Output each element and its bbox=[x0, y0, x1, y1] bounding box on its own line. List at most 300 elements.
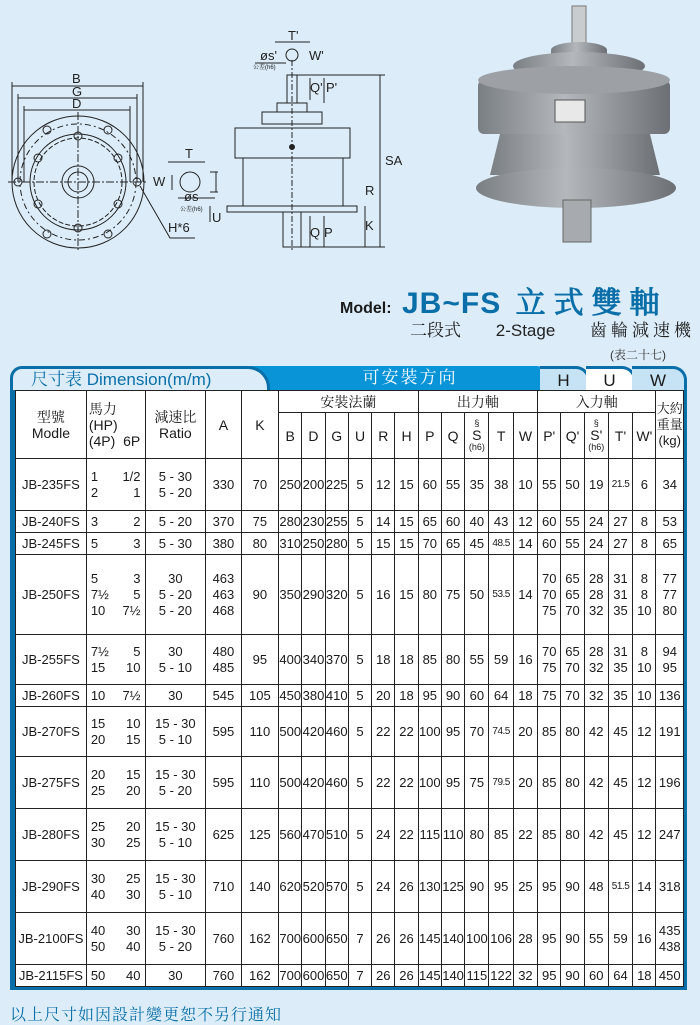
header-T-prime: T' bbox=[608, 413, 632, 459]
cell-B: 450 bbox=[279, 685, 302, 707]
cell-K: 162 bbox=[241, 965, 278, 987]
cell-G: 650 bbox=[325, 965, 348, 987]
cell-Q: 125 bbox=[441, 861, 464, 913]
subtitle-stage-en: 2-Stage bbox=[495, 321, 556, 340]
cell-W: 14 bbox=[513, 533, 537, 555]
cell-kg: 77 77 80 bbox=[656, 555, 684, 635]
cell-Q: 55 bbox=[441, 459, 464, 511]
table-row bbox=[16, 555, 684, 635]
dimension-table bbox=[15, 390, 684, 987]
cell-K: 110 bbox=[241, 707, 278, 757]
cell-S: 55 bbox=[465, 635, 489, 685]
table-row bbox=[16, 757, 684, 809]
cell-Wp: 8 10 bbox=[633, 635, 656, 685]
svg-text:SA: SA bbox=[385, 153, 403, 168]
cell-T: 64 bbox=[489, 685, 513, 707]
cell-Qp: 50 bbox=[561, 459, 584, 511]
cell-U: 5 bbox=[348, 757, 371, 809]
cell-Qp: 55 bbox=[561, 533, 584, 555]
cell-Sp: 24 bbox=[584, 511, 608, 533]
cell-B: 700 bbox=[279, 913, 302, 965]
svg-text:Q': Q' bbox=[310, 80, 323, 95]
cell-Tp: 59 bbox=[608, 913, 632, 965]
cell-R: 14 bbox=[372, 511, 395, 533]
cell-H: 22 bbox=[395, 809, 418, 861]
cell-T: 95 bbox=[489, 861, 513, 913]
cell-A: 760 bbox=[206, 965, 241, 987]
cell-Q: 75 bbox=[441, 555, 464, 635]
cell-S: 75 bbox=[465, 757, 489, 809]
cell-Tp: 21.5 bbox=[608, 459, 632, 511]
svg-text:H*6: H*6 bbox=[168, 220, 190, 235]
cell-B: 280 bbox=[279, 511, 302, 533]
cell-kg: 65 bbox=[656, 533, 684, 555]
tab-direction-h: H bbox=[540, 366, 590, 390]
cell-G: 460 bbox=[325, 757, 348, 809]
cell-P: 100 bbox=[418, 707, 441, 757]
cell-Qp: 65 70 bbox=[561, 635, 584, 685]
cell-kg: 450 bbox=[656, 965, 684, 987]
cell-R: 15 bbox=[372, 533, 395, 555]
cell-Wp: 16 bbox=[633, 913, 656, 965]
cell-B: 310 bbox=[279, 533, 302, 555]
cell-Q: 140 bbox=[441, 913, 464, 965]
tab-dimension: 尺寸表 Dimension(m/m) bbox=[10, 366, 270, 390]
cell-H: 18 bbox=[395, 685, 418, 707]
cell-B: 250 bbox=[279, 459, 302, 511]
cell-Q: 65 bbox=[441, 533, 464, 555]
cell-A: 760 bbox=[206, 913, 241, 965]
svg-text:W': W' bbox=[309, 48, 324, 63]
cell-A: 545 bbox=[206, 685, 241, 707]
cell-Wp: 6 bbox=[633, 459, 656, 511]
cell-W: 25 bbox=[513, 861, 537, 913]
cell-hp: 7½ 5 15 10 bbox=[86, 635, 145, 685]
cell-S: 115 bbox=[465, 965, 489, 987]
cell-D: 470 bbox=[302, 809, 325, 861]
cell-G: 255 bbox=[325, 511, 348, 533]
table-row bbox=[16, 635, 684, 685]
header-B: B bbox=[279, 413, 302, 459]
model-name-cn: 立式雙軸 bbox=[515, 287, 668, 320]
subtitle bbox=[410, 316, 695, 341]
cell-D: 420 bbox=[302, 707, 325, 757]
cell-Q: 110 bbox=[441, 809, 464, 861]
cell-kg: 435 438 bbox=[656, 913, 684, 965]
cell-Sp: 60 bbox=[584, 965, 608, 987]
cell-S: 60 bbox=[465, 685, 489, 707]
dimension-table-container bbox=[10, 390, 687, 990]
cell-T: 79.5 bbox=[489, 757, 513, 809]
cell-B: 500 bbox=[279, 757, 302, 809]
cell-A: 480 485 bbox=[206, 635, 241, 685]
cell-Sp: 24 bbox=[584, 533, 608, 555]
cell-hp: 1 1/2 2 1 bbox=[86, 459, 145, 511]
tab-direction-w: W bbox=[632, 366, 687, 390]
cell-D: 250 bbox=[302, 533, 325, 555]
cell-K: 125 bbox=[241, 809, 278, 861]
cell-B: 700 bbox=[279, 965, 302, 987]
cell-R: 18 bbox=[372, 635, 395, 685]
cell-Pp: 70 75 bbox=[538, 635, 561, 685]
svg-text:P: P bbox=[324, 225, 333, 240]
cell-Q: 80 bbox=[441, 635, 464, 685]
cell-Pp: 70 70 75 bbox=[538, 555, 561, 635]
cell-ratio: 15 - 30 5 - 10 bbox=[145, 707, 206, 757]
cell-Sp: 42 bbox=[584, 757, 608, 809]
table-row bbox=[16, 809, 684, 861]
cell-hp: 40 30 50 40 bbox=[86, 913, 145, 965]
cell-Pp: 95 bbox=[538, 965, 561, 987]
cell-W: 10 bbox=[513, 459, 537, 511]
cell-T: 53.5 bbox=[489, 555, 513, 635]
cell-B: 400 bbox=[279, 635, 302, 685]
cell-D: 520 bbox=[302, 861, 325, 913]
cell-Pp: 55 bbox=[538, 459, 561, 511]
header-H: H bbox=[395, 413, 418, 459]
cell-ratio: 15 - 30 5 - 10 bbox=[145, 809, 206, 861]
table-reference: (表二十七) bbox=[610, 348, 666, 362]
table-row bbox=[16, 861, 684, 913]
cell-ratio: 15 - 30 5 - 10 bbox=[145, 861, 206, 913]
cell-A: 625 bbox=[206, 809, 241, 861]
header-input-shaft: 入力軸 bbox=[538, 391, 656, 413]
cell-Tp: 51.5 bbox=[608, 861, 632, 913]
cell-Wp: 8 bbox=[633, 511, 656, 533]
table-row bbox=[16, 965, 684, 987]
cell-S: 100 bbox=[465, 913, 489, 965]
header-ratio: 減速比 Ratio bbox=[145, 391, 206, 459]
cell-G: 370 bbox=[325, 635, 348, 685]
cell-Q: 95 bbox=[441, 707, 464, 757]
cell-Qp: 80 bbox=[561, 757, 584, 809]
cell-A: 595 bbox=[206, 757, 241, 809]
header-W-prime: W' bbox=[633, 413, 656, 459]
cell-model: JB-2115FS bbox=[16, 965, 87, 987]
dim-label-G: G bbox=[72, 84, 83, 99]
cell-Sp: 32 bbox=[584, 685, 608, 707]
cell-H: 22 bbox=[395, 757, 418, 809]
cell-U: 5 bbox=[348, 459, 371, 511]
header-hp: 馬力(HP) (4P) 6P bbox=[86, 391, 145, 459]
cell-G: 280 bbox=[325, 533, 348, 555]
cell-P: 145 bbox=[418, 913, 441, 965]
cell-W: 20 bbox=[513, 757, 537, 809]
cell-hp: 25 20 30 25 bbox=[86, 809, 145, 861]
cell-Tp: 45 bbox=[608, 757, 632, 809]
cell-Sp: 42 bbox=[584, 707, 608, 757]
cell-A: 330 bbox=[206, 459, 241, 511]
header-model: 型號 Modle bbox=[16, 391, 87, 459]
cell-Tp: 45 bbox=[608, 809, 632, 861]
header-W: W bbox=[513, 413, 537, 459]
cell-ratio: 30 5 - 10 bbox=[145, 635, 206, 685]
cell-kg: 191 bbox=[656, 707, 684, 757]
cell-Wp: 10 bbox=[633, 685, 656, 707]
cell-Wp: 14 bbox=[633, 861, 656, 913]
svg-text:公差(h6): 公差(h6) bbox=[180, 207, 203, 213]
cell-S: 90 bbox=[465, 861, 489, 913]
cell-T: 74.5 bbox=[489, 707, 513, 757]
header-output-shaft: 出力軸 bbox=[418, 391, 537, 413]
cell-model: JB-235FS bbox=[16, 459, 87, 511]
cell-Wp: 18 bbox=[633, 965, 656, 987]
cell-Q: 90 bbox=[441, 685, 464, 707]
header-flange: 安裝法蘭 bbox=[279, 391, 419, 413]
cell-ratio: 30 5 - 20 5 - 20 bbox=[145, 555, 206, 635]
cell-T: 48.5 bbox=[489, 533, 513, 555]
cell-Qp: 90 bbox=[561, 861, 584, 913]
footer-note: 以上尺寸如因設計變更恕不另行通知 bbox=[10, 1007, 283, 1024]
cell-W: 32 bbox=[513, 965, 537, 987]
cell-Qp: 80 bbox=[561, 809, 584, 861]
cell-D: 380 bbox=[302, 685, 325, 707]
cell-W: 28 bbox=[513, 913, 537, 965]
cell-P: 130 bbox=[418, 861, 441, 913]
svg-text:R: R bbox=[365, 183, 375, 198]
cell-A: 370 bbox=[206, 511, 241, 533]
cell-K: 80 bbox=[241, 533, 278, 555]
cell-model: JB-240FS bbox=[16, 511, 87, 533]
cell-Sp: 28 28 32 bbox=[584, 555, 608, 635]
cell-Sp: 55 bbox=[584, 913, 608, 965]
cell-kg: 318 bbox=[656, 861, 684, 913]
cell-B: 620 bbox=[279, 861, 302, 913]
cell-U: 5 bbox=[348, 533, 371, 555]
cell-D: 340 bbox=[302, 635, 325, 685]
cell-Tp: 31 35 bbox=[608, 635, 632, 685]
cell-P: 100 bbox=[418, 757, 441, 809]
header-S-prime: § S' (h6) bbox=[584, 413, 608, 459]
cell-G: 225 bbox=[325, 459, 348, 511]
cell-kg: 34 bbox=[656, 459, 684, 511]
cell-W: 16 bbox=[513, 635, 537, 685]
cell-Pp: 60 bbox=[538, 511, 561, 533]
cell-model: JB-270FS bbox=[16, 707, 87, 757]
cell-U: 5 bbox=[348, 511, 371, 533]
cell-model: JB-290FS bbox=[16, 861, 87, 913]
cell-Qp: 70 bbox=[561, 685, 584, 707]
table-row bbox=[16, 511, 684, 533]
table-body bbox=[16, 459, 684, 987]
cell-kg: 53 bbox=[656, 511, 684, 533]
cell-R: 20 bbox=[372, 685, 395, 707]
cell-K: 95 bbox=[241, 635, 278, 685]
cell-model: JB-250FS bbox=[16, 555, 87, 635]
header-T: T bbox=[489, 413, 513, 459]
cell-H: 26 bbox=[395, 861, 418, 913]
cell-ratio: 15 - 30 5 - 20 bbox=[145, 913, 206, 965]
cell-R: 24 bbox=[372, 861, 395, 913]
svg-text:øs: øs bbox=[184, 189, 199, 204]
cell-G: 570 bbox=[325, 861, 348, 913]
cell-G: 460 bbox=[325, 707, 348, 757]
dim-label-D: D bbox=[72, 96, 82, 111]
cell-K: 70 bbox=[241, 459, 278, 511]
cell-U: 7 bbox=[348, 965, 371, 987]
cell-kg: 196 bbox=[656, 757, 684, 809]
cell-Wp: 12 bbox=[633, 757, 656, 809]
cell-ratio: 30 bbox=[145, 685, 206, 707]
cell-Sp: 42 bbox=[584, 809, 608, 861]
svg-text:K: K bbox=[365, 218, 374, 233]
cell-Tp: 27 bbox=[608, 533, 632, 555]
cell-B: 500 bbox=[279, 707, 302, 757]
svg-text:P': P' bbox=[326, 80, 338, 95]
cell-G: 650 bbox=[325, 913, 348, 965]
cell-Pp: 85 bbox=[538, 707, 561, 757]
cell-kg: 136 bbox=[656, 685, 684, 707]
header-Q: Q bbox=[441, 413, 464, 459]
cell-H: 18 bbox=[395, 635, 418, 685]
cell-hp: 3 2 bbox=[86, 511, 145, 533]
cell-Q: 60 bbox=[441, 511, 464, 533]
cell-kg: 247 bbox=[656, 809, 684, 861]
tab-bar bbox=[10, 366, 687, 390]
model-name: JB~FS bbox=[402, 287, 502, 320]
cell-K: 105 bbox=[241, 685, 278, 707]
cell-A: 380 bbox=[206, 533, 241, 555]
cell-R: 12 bbox=[372, 459, 395, 511]
cell-Q: 95 bbox=[441, 757, 464, 809]
tab-direction-u: U bbox=[586, 366, 636, 390]
header-S: § S (h6) bbox=[465, 413, 489, 459]
cell-W: 18 bbox=[513, 685, 537, 707]
cell-K: 110 bbox=[241, 757, 278, 809]
cell-U: 7 bbox=[348, 913, 371, 965]
cell-D: 600 bbox=[302, 913, 325, 965]
cell-S: 70 bbox=[465, 707, 489, 757]
cell-H: 15 bbox=[395, 459, 418, 511]
dim-label-B: B bbox=[72, 71, 81, 86]
model-label: Model: bbox=[340, 300, 392, 317]
cell-D: 200 bbox=[302, 459, 325, 511]
cell-P: 85 bbox=[418, 635, 441, 685]
cell-W: 14 bbox=[513, 555, 537, 635]
table-row bbox=[16, 533, 684, 555]
cell-ratio: 5 - 20 bbox=[145, 511, 206, 533]
header-P-prime: P' bbox=[538, 413, 561, 459]
cell-model: JB-2100FS bbox=[16, 913, 87, 965]
cell-Tp: 45 bbox=[608, 707, 632, 757]
cell-H: 26 bbox=[395, 913, 418, 965]
cell-Sp: 48 bbox=[584, 861, 608, 913]
cell-model: JB-280FS bbox=[16, 809, 87, 861]
cell-S: 80 bbox=[465, 809, 489, 861]
cell-Qp: 80 bbox=[561, 707, 584, 757]
cell-Tp: 64 bbox=[608, 965, 632, 987]
cell-Pp: 60 bbox=[538, 533, 561, 555]
cell-U: 5 bbox=[348, 861, 371, 913]
header-R: R bbox=[372, 413, 395, 459]
cell-K: 75 bbox=[241, 511, 278, 533]
cell-ratio: 30 bbox=[145, 965, 206, 987]
cell-U: 5 bbox=[348, 685, 371, 707]
cell-hp: 5 3 7½ 5 10 7½ bbox=[86, 555, 145, 635]
cell-G: 510 bbox=[325, 809, 348, 861]
cell-T: 106 bbox=[489, 913, 513, 965]
cell-Qp: 90 bbox=[561, 965, 584, 987]
svg-text:U: U bbox=[212, 210, 222, 225]
cell-Wp: 8 8 10 bbox=[633, 555, 656, 635]
cell-T: 43 bbox=[489, 511, 513, 533]
cell-Tp: 31 31 35 bbox=[608, 555, 632, 635]
cell-Tp: 35 bbox=[608, 685, 632, 707]
cell-T: 38 bbox=[489, 459, 513, 511]
cell-U: 5 bbox=[348, 635, 371, 685]
cell-Sp: 28 32 bbox=[584, 635, 608, 685]
cell-U: 5 bbox=[348, 809, 371, 861]
cell-R: 26 bbox=[372, 913, 395, 965]
cell-G: 410 bbox=[325, 685, 348, 707]
cell-P: 65 bbox=[418, 511, 441, 533]
cell-H: 22 bbox=[395, 707, 418, 757]
cell-R: 22 bbox=[372, 707, 395, 757]
cell-A: 595 bbox=[206, 707, 241, 757]
svg-text:T: T bbox=[185, 146, 193, 161]
cell-K: 162 bbox=[241, 913, 278, 965]
cell-R: 16 bbox=[372, 555, 395, 635]
svg-text:T': T' bbox=[288, 28, 299, 43]
cell-Pp: 85 bbox=[538, 809, 561, 861]
cell-P: 70 bbox=[418, 533, 441, 555]
cell-model: JB-245FS bbox=[16, 533, 87, 555]
cell-K: 140 bbox=[241, 861, 278, 913]
cell-P: 80 bbox=[418, 555, 441, 635]
header-G: G bbox=[325, 413, 348, 459]
cell-H: 15 bbox=[395, 555, 418, 635]
cell-hp: 30 25 40 30 bbox=[86, 861, 145, 913]
cell-Wp: 12 bbox=[633, 707, 656, 757]
svg-text:公差(h6): 公差(h6) bbox=[253, 65, 276, 71]
cell-B: 560 bbox=[279, 809, 302, 861]
cell-D: 230 bbox=[302, 511, 325, 533]
cell-model: JB-255FS bbox=[16, 635, 87, 685]
subtitle-stage-cn: 二段式 bbox=[410, 321, 461, 340]
cell-hp: 50 40 bbox=[86, 965, 145, 987]
cell-B: 350 bbox=[279, 555, 302, 635]
table-row bbox=[16, 913, 684, 965]
svg-text:Q: Q bbox=[310, 225, 321, 240]
technical-drawing bbox=[0, 0, 440, 260]
cell-H: 15 bbox=[395, 533, 418, 555]
cell-Qp: 65 65 70 bbox=[561, 555, 584, 635]
cell-T: 59 bbox=[489, 635, 513, 685]
cell-Tp: 27 bbox=[608, 511, 632, 533]
header-weight: 大約 重量 (kg) bbox=[656, 391, 684, 459]
cell-hp: 20 15 25 20 bbox=[86, 757, 145, 809]
cell-P: 145 bbox=[418, 965, 441, 987]
header-K: K bbox=[241, 391, 278, 459]
cell-S: 45 bbox=[465, 533, 489, 555]
cell-Wp: 12 bbox=[633, 809, 656, 861]
cell-H: 15 bbox=[395, 511, 418, 533]
cell-W: 12 bbox=[513, 511, 537, 533]
cell-P: 115 bbox=[418, 809, 441, 861]
cell-Pp: 95 bbox=[538, 861, 561, 913]
cell-U: 5 bbox=[348, 555, 371, 635]
cell-S: 50 bbox=[465, 555, 489, 635]
cell-W: 20 bbox=[513, 707, 537, 757]
cell-model: JB-275FS bbox=[16, 757, 87, 809]
cell-H: 26 bbox=[395, 965, 418, 987]
cell-hp: 5 3 bbox=[86, 533, 145, 555]
cell-D: 290 bbox=[302, 555, 325, 635]
cell-R: 26 bbox=[372, 965, 395, 987]
cell-Wp: 8 bbox=[633, 533, 656, 555]
subtitle-type: 齒輪減速機 bbox=[590, 321, 696, 340]
header-D: D bbox=[302, 413, 325, 459]
